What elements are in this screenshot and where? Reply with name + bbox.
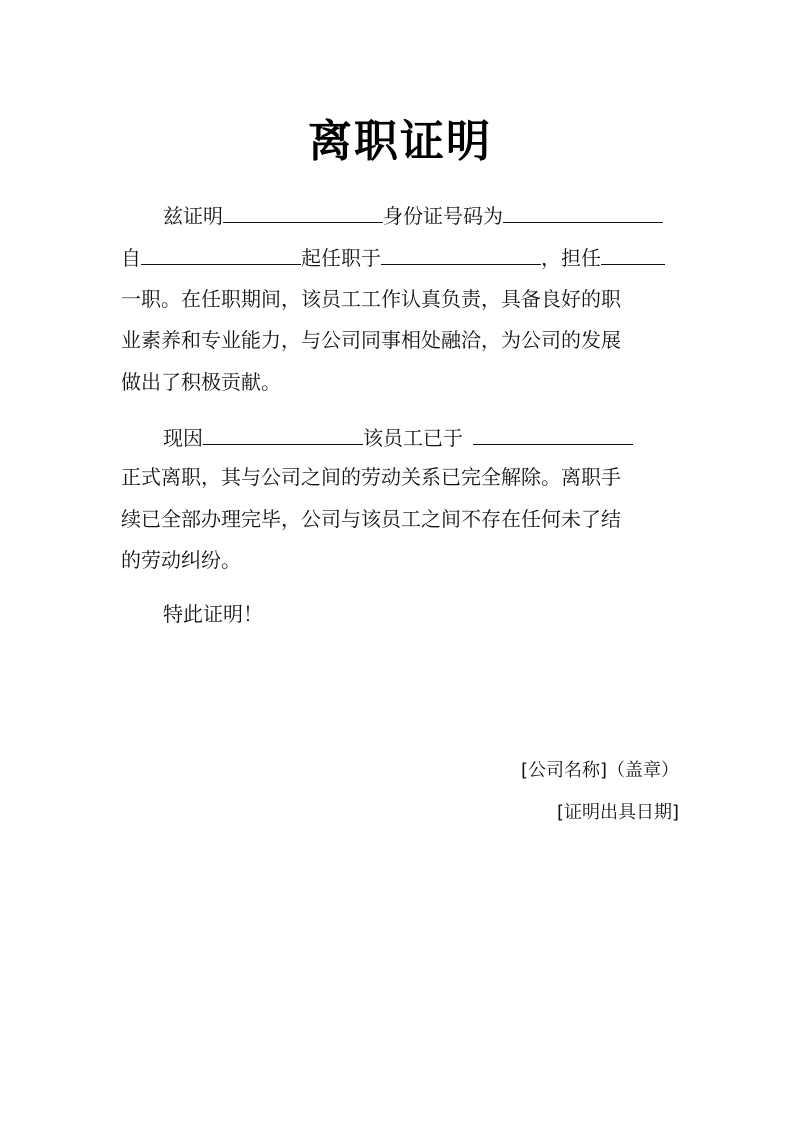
p1-line-3: 一职。在任职期间，该员工工作认真负责，具备良好的职 bbox=[121, 287, 621, 311]
closing-statement: 特此证明！ bbox=[163, 602, 263, 626]
document-title: 离职证明 bbox=[308, 116, 492, 167]
position-blank bbox=[601, 242, 665, 265]
p1-line-2 bbox=[121, 242, 665, 272]
p1-text-position: ，担任 bbox=[541, 246, 601, 270]
p2-line-4: 的劳动纠纷。 bbox=[121, 548, 241, 572]
p1-line-4: 业素养和专业能力，与公司同事相处融洽，为公司的发展 bbox=[121, 328, 621, 352]
issue-date-line: [证明出具日期] bbox=[556, 802, 679, 823]
p1-line-1 bbox=[121, 200, 663, 230]
p2-line-3: 续已全部办理完毕，公司与该员工之间不存在任何未了结 bbox=[121, 507, 621, 531]
p2-text-due-to: 现因 bbox=[163, 426, 203, 450]
reason-blank bbox=[203, 422, 363, 445]
p1-text-from: 自 bbox=[121, 246, 141, 270]
company-blank bbox=[381, 242, 541, 265]
p2-line-2: 正式离职，其与公司之间的劳动关系已完全解除。离职手 bbox=[121, 465, 621, 489]
start-date-blank bbox=[141, 242, 301, 265]
p2-text-employee-on: 该员工已于 bbox=[363, 426, 463, 450]
p1-text-employed-at: 起任职于 bbox=[301, 246, 381, 270]
name-blank bbox=[223, 200, 383, 223]
company-seal-line: [公司名称]（盖章） bbox=[520, 760, 679, 781]
id-number-blank bbox=[503, 200, 663, 223]
p1-text-certify: 兹证明 bbox=[163, 204, 223, 228]
p1-text-id-number: 身份证号码为 bbox=[383, 204, 503, 228]
leave-date-blank bbox=[473, 422, 633, 445]
p1-line-5: 做出了积极贡献。 bbox=[121, 370, 281, 394]
p2-line-1 bbox=[121, 422, 633, 452]
